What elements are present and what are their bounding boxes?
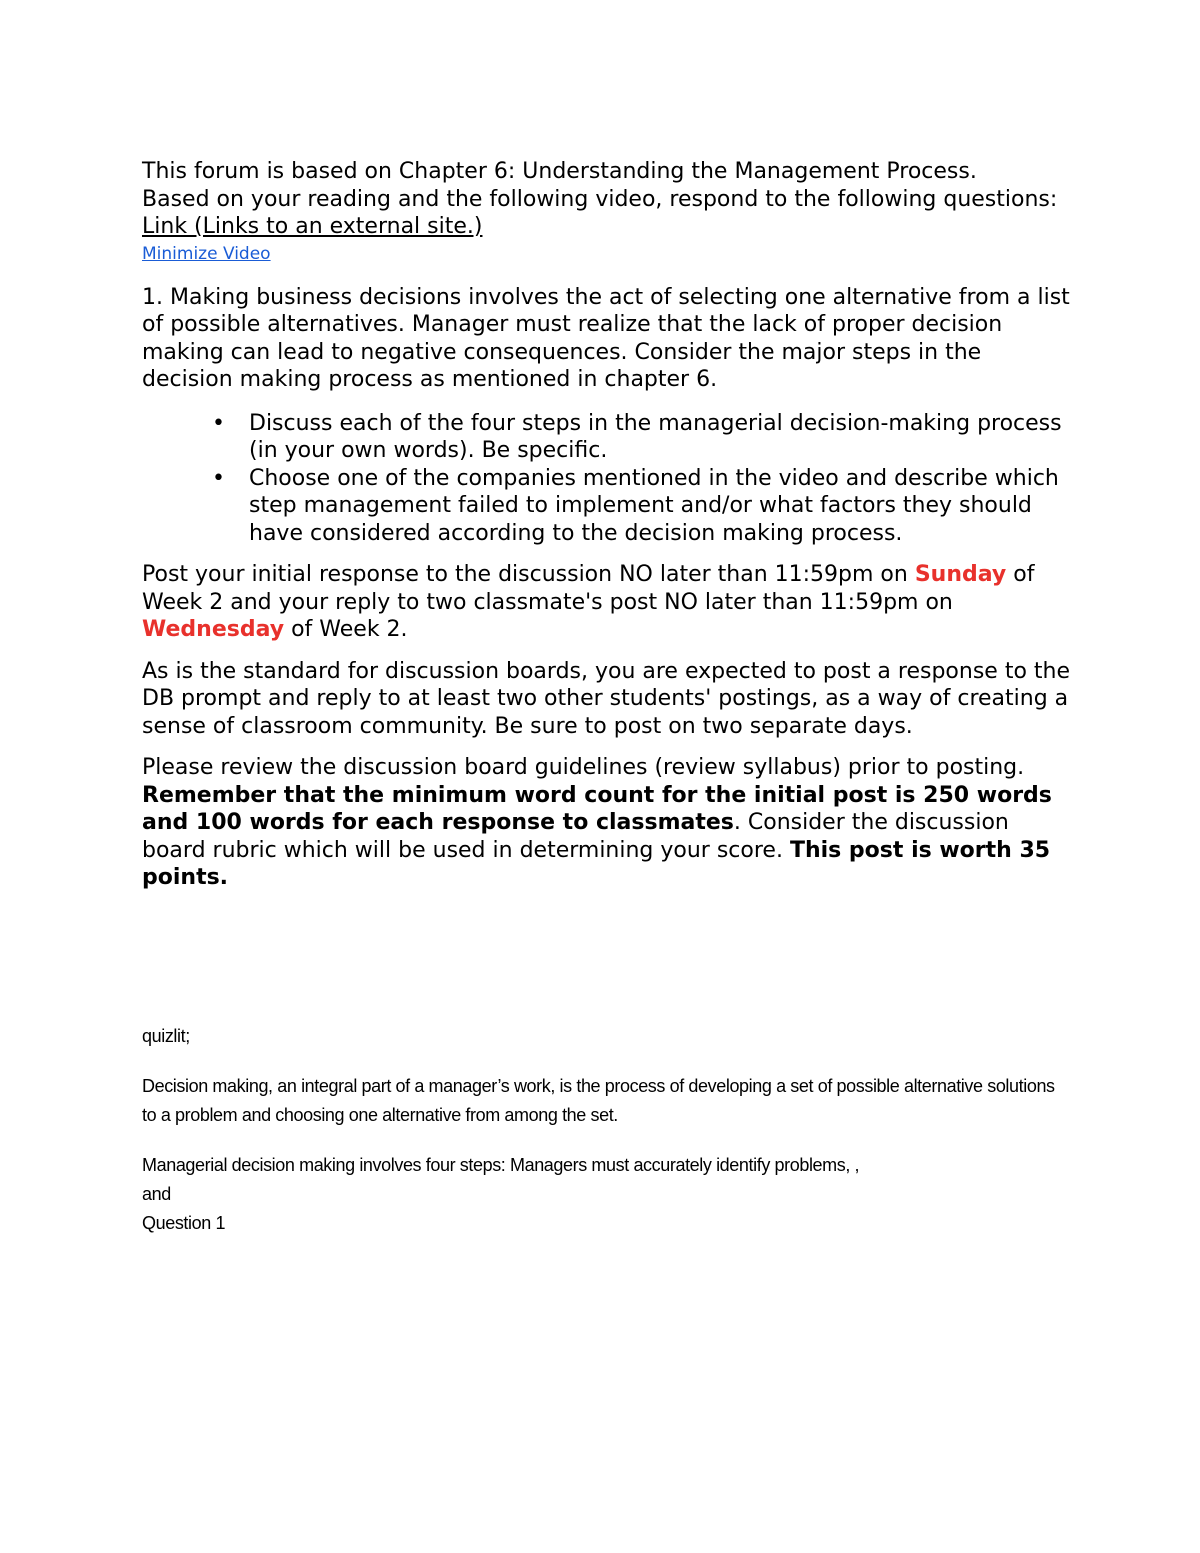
deadline-paragraph [142, 561, 1072, 644]
bullet-text: Choose one of the companies mentioned in the video and describe which step management failed to implement and/or what factors they should have considered according to the decision making process. [249, 465, 1059, 546]
standard-paragraph: As is the standard for discussion boards, you are expected to post a response to the DB prompt and reply to at least two other students' postings, as a way of creating a sense of classroom community. Be sure to post on two separate days. [142, 658, 1071, 739]
deadline-day-wednesday: Wednesday [142, 617, 285, 642]
bullet-item [212, 410, 1072, 465]
bullet-icon: • [212, 465, 225, 491]
question-1-text: 1. Making business decisions involves the act of selecting one alternative from a list of possible alternatives. Manager must realize that the lack of proper decision making can lead to negative consequences. Consider the major steps in the decision making process as mentioned in chapter 6. [142, 284, 1070, 392]
four-steps-line: Managerial decision making involves four steps: Managers must accurately identify problems, , [142, 1155, 860, 1175]
deadline-text-3: of Week 2. [291, 617, 408, 642]
intro-line-2: Based on your reading and the following video, respond to the following questions: [142, 186, 1058, 212]
word-count-requirement: Remember that the minimum word count for the initial post is 250 words and 100 words for each response to classmates [142, 782, 1052, 835]
question-1-bullets [142, 410, 1072, 548]
guidelines-text-1: Please review the discussion board guidelines (review syllabus) prior to posting. [142, 755, 1025, 780]
guidelines-paragraph [142, 754, 1072, 892]
bullet-item [212, 465, 1072, 548]
deadline-text-1: Post your initial response to the discussion NO later than 11:59pm on [142, 562, 908, 587]
question-1-label: Question 1 [142, 1213, 226, 1233]
decision-making-definition: Decision making, an integral part of a manager’s work, is the process of developing a set of possible alternative solutions to a problem and choosing one alternative from among the set. [142, 1076, 1055, 1125]
points-statement: This post is worth 35 points. [142, 837, 1051, 890]
deadline-text-2: of Week 2 and your reply to two classmate's post NO later than 11:59pm on [142, 562, 1035, 615]
minimize-video-link[interactable]: Minimize Video [142, 243, 271, 264]
guidelines-text-2: . Consider the discussion board rubric which will be used in determining your score. [142, 810, 1009, 863]
intro-block [142, 158, 1072, 266]
forum-prompt [142, 158, 1072, 892]
deadline-day-sunday: Sunday [914, 562, 1007, 587]
quizlet-label: quizlit; [142, 1026, 190, 1046]
intro-line-1: This forum is based on Chapter 6: Understanding the Management Process. [142, 159, 977, 184]
external-video-link[interactable]: Link (Links to an external site.) [142, 214, 483, 239]
bullet-text: Discuss each of the four steps in the managerial decision-making process (in your own words). Be specific. [249, 410, 1062, 463]
four-steps-continuation: and [142, 1184, 171, 1204]
student-notes [142, 1022, 1072, 1238]
bullet-icon: • [212, 410, 225, 436]
